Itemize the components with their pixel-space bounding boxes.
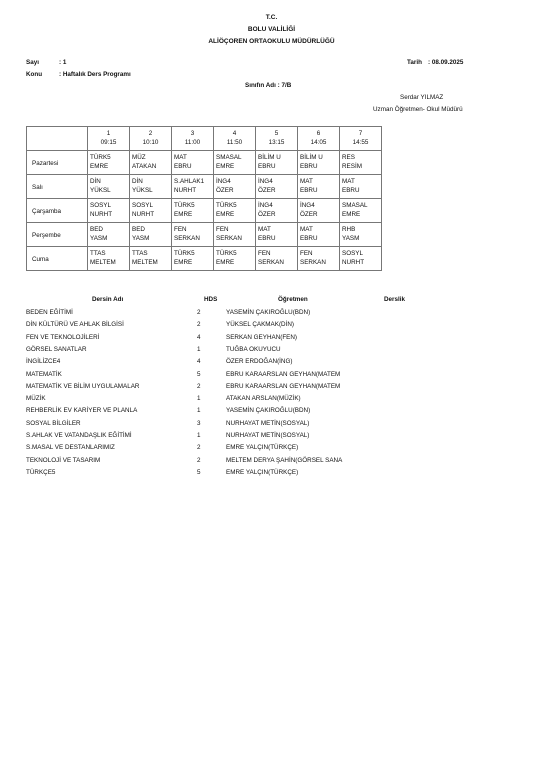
lesson-code: FEN [174,226,187,233]
lesson-code: MAT [300,226,313,233]
course-teacher: EMRE YALÇIN(TÜRKÇE) [226,444,299,452]
lesson-code: MÜZ [132,154,146,161]
course-row [0,444,543,456]
lesson-code: SOSYL [90,202,111,209]
lesson-cell [130,247,172,271]
period-header: 2 10:10 [130,127,172,151]
course-hds: 3 [197,419,201,427]
class-title: Sınıfın Adı : 7/B [245,82,292,89]
course-name: TÜRKÇE5 [26,468,56,476]
lesson-teacher: EBRU [300,163,318,170]
lesson-cell [340,247,382,271]
lesson-teacher: EMRE [174,211,193,218]
header-hds: HDS [204,296,218,303]
lesson-teacher: EMRE [174,259,193,266]
course-name: MATEMATİK [26,370,62,378]
lesson-code: BED [90,226,103,233]
course-hds: 4 [197,358,201,366]
lesson-code: BİLİM U [300,154,323,161]
timetable-row [27,151,382,175]
lesson-teacher: EBRU [174,163,192,170]
header-school: ALİÖÇOREN ORTAOKULU MÜDÜRLÜĞÜ [208,38,335,45]
lesson-code: TÜRK5 [90,154,111,161]
course-hds: 2 [197,382,201,390]
lesson-teacher: MELTEM [132,259,158,266]
course-name: S.AHLAK VE VATANDAŞLIK EĞİTİMİ [26,432,132,439]
header-course-name: Dersin Adı [92,296,124,303]
lesson-code: RES [342,154,355,161]
period-header: 4 11:50 [214,127,256,151]
lesson-teacher: NURHT [90,211,113,218]
course-hds: 4 [197,333,201,341]
course-name: REHBERLİK EV KARİYER VE PLANLA [26,407,138,415]
timetable-row [27,199,382,223]
lesson-code: DİN [132,178,143,185]
lesson-cell [130,175,172,199]
lesson-cell [88,247,130,271]
lesson-teacher: EBRU [258,235,276,242]
timetable-row [27,247,382,271]
lesson-cell [298,151,340,175]
lesson-teacher: ÖZER [300,211,318,218]
course-name: SOSYAL BİLGİLER [26,419,81,427]
day-label: Cuma [27,247,88,271]
lesson-teacher: SERKAN [258,259,284,266]
lesson-code: TTAS [90,250,106,257]
period-header: 5 13:15 [256,127,298,151]
lesson-code: MAT [174,154,187,161]
lesson-cell [340,199,382,223]
course-teacher: SERKAN GEYHAN(FEN) [226,333,298,341]
course-row [0,383,543,395]
lesson-cell [172,199,214,223]
timetable-row [27,223,382,247]
course-teacher: NURHAYAT METİN(SOSYAL) [226,432,310,439]
lesson-teacher: SERKAN [216,235,242,242]
course-hds: 2 [197,309,201,316]
lesson-code: İNG4 [300,202,315,209]
lesson-teacher: SERKAN [174,235,200,242]
course-hds: 1 [197,395,201,403]
course-hds: 1 [197,407,201,415]
period-header: 7 14:55 [340,127,382,151]
course-row [0,395,543,407]
lesson-code: İNG4 [216,178,231,185]
lesson-cell [214,247,256,271]
lesson-code: TÜRK5 [216,250,237,257]
lesson-teacher: EMRE [216,259,235,266]
header-teacher: Öğretmen [278,296,308,303]
signer-title: Uzman Öğretmen- Okul Müdürü [373,106,463,113]
lesson-teacher: EBRU [300,235,318,242]
header-tc: T.C. [265,14,278,21]
course-teacher: NURHAYAT METİN(SOSYAL) [226,419,310,427]
sayi-value: : 1 [59,59,67,66]
lesson-cell [340,151,382,175]
lesson-cell [340,223,382,247]
lesson-teacher: SERKAN [300,259,326,266]
course-row [0,407,543,419]
lesson-cell [256,151,298,175]
lesson-teacher: ATAKAN [132,163,157,170]
course-row [0,321,543,333]
course-teacher: EBRU KARAARSLAN GEYHAN(MATEM [226,370,341,378]
lesson-teacher: EMRE [216,211,235,218]
course-teacher: YÜKSEL ÇAKMAK(DİN) [226,321,294,329]
lesson-cell [130,223,172,247]
course-name: MATEMATİK VE BİLİM UYGULAMALAR [26,382,140,390]
lesson-teacher: EMRE [216,163,235,170]
course-row [0,420,543,432]
lesson-teacher: YÜKSL [132,187,153,194]
lesson-teacher: ÖZER [258,211,276,218]
lesson-cell [172,223,214,247]
lesson-teacher: EBRU [300,187,318,194]
lesson-teacher: RESİM [342,163,362,170]
corner-cell [27,127,88,151]
konu-label: Konu [26,71,43,78]
lesson-cell [214,223,256,247]
lesson-teacher: NURHT [174,187,197,194]
lesson-teacher: YASM [90,235,108,242]
lesson-cell [172,151,214,175]
lesson-teacher: YASM [132,235,150,242]
lesson-code: MAT [258,226,271,233]
course-teacher: YASEMİN ÇAKIROĞLU(BDN) [226,407,311,415]
lesson-cell [298,175,340,199]
course-name: MÜZİK [26,395,46,403]
timetable-row [27,175,382,199]
period-header: 6 14:05 [298,127,340,151]
signer-name: Serdar YILMAZ [400,94,444,101]
course-row [0,371,543,383]
lesson-code: MAT [300,178,313,185]
course-name: GÖRSEL SANATLAR [26,345,87,353]
day-label: Salı [27,175,88,199]
lesson-teacher: NURHT [342,259,365,266]
course-teacher: TUĞBA OKUYUCU [226,345,281,353]
period-header: 1 09:15 [88,127,130,151]
lesson-code: RHB [342,226,356,233]
course-name: S.MASAL VE DESTANLARIMIZ [26,444,115,452]
timetable-header-row [27,127,382,151]
lesson-cell [130,151,172,175]
lesson-teacher: EBRU [258,163,276,170]
course-hds: 1 [197,345,201,353]
tarih-value: : 08.09.2025 [428,59,464,66]
course-row [0,309,543,321]
course-hds: 2 [197,444,201,452]
lesson-cell [172,247,214,271]
course-row [0,358,543,370]
course-hds: 2 [197,321,201,329]
lesson-cell [298,223,340,247]
lesson-code: SMASAL [216,154,242,161]
lesson-cell [88,175,130,199]
lesson-cell [130,199,172,223]
course-row [0,346,543,358]
period-header: 3 11:00 [172,127,214,151]
lesson-teacher: ÖZER [216,187,234,194]
lesson-code: SMASAL [342,202,368,209]
lesson-code: S.AHLAK1 [174,178,205,185]
sayi-label: Sayı [26,59,39,66]
lesson-code: SOSYL [342,250,363,257]
lesson-teacher: EMRE [90,163,109,170]
lesson-code: FEN [258,250,271,257]
lesson-cell [340,175,382,199]
lesson-code: FEN [216,226,229,233]
course-name: DİN KÜLTÜRÜ VE AHLAK BİLGİSİ [26,321,124,329]
lesson-cell [214,199,256,223]
lesson-teacher: NURHT [132,211,155,218]
lesson-teacher: YÜKSL [90,187,111,194]
course-teacher: ATAKAN ARSLAN(MÜZİK) [226,395,301,403]
lesson-code: TÜRK5 [174,250,195,257]
course-hds: 1 [197,432,201,439]
lesson-teacher: EMRE [342,211,361,218]
course-row [0,457,543,469]
course-teacher: EMRE YALÇIN(TÜRKÇE) [226,468,299,476]
course-row [0,334,543,346]
day-label: Perşembe [27,223,88,247]
lesson-cell [256,175,298,199]
lesson-cell [88,199,130,223]
lesson-code: FEN [300,250,313,257]
lesson-code: İNG4 [258,202,273,209]
lesson-cell [256,247,298,271]
day-label: Pazartesi [27,151,88,175]
lesson-cell [88,151,130,175]
lesson-teacher: ÖZER [258,187,276,194]
lesson-code: TÜRK5 [216,202,237,209]
lesson-teacher: EBRU [342,187,360,194]
course-teacher: MELTEM DERYA ŞAHİN(GÖRSEL SANA [226,456,343,464]
course-name: İNGİLİZCE4 [26,358,61,366]
course-name: FEN VE TEKNOLOJİLERİ [26,333,100,341]
course-teacher: EBRU KARAARSLAN GEYHAN(MATEM [226,382,341,390]
course-row [0,469,543,481]
course-name: TEKNOLOJİ VE TASARIM [26,456,101,464]
lesson-code: BİLİM U [258,154,281,161]
lesson-teacher: YASM [342,235,360,242]
lesson-cell [298,199,340,223]
course-hds: 5 [197,468,201,476]
lesson-code: İNG4 [258,178,273,185]
course-row [0,432,543,444]
header-governorship: BOLU VALİLİĞİ [247,26,296,33]
lesson-cell [214,175,256,199]
lesson-cell [214,151,256,175]
lesson-cell [88,223,130,247]
lesson-teacher: MELTEM [90,259,116,266]
lesson-code: SOSYL [132,202,153,209]
timetable [26,126,382,271]
lesson-code: TTAS [132,250,148,257]
course-hds: 5 [197,370,201,378]
lesson-cell [256,223,298,247]
lesson-code: MAT [342,178,355,185]
tarih-label: Tarih [407,59,422,66]
day-label: Çarşamba [27,199,88,223]
course-name: BEDEN EĞİTİMİ [26,309,73,316]
lesson-cell [172,175,214,199]
course-list-header [0,296,543,308]
lesson-cell [256,199,298,223]
header-room: Derslik [384,296,406,303]
course-teacher: YASEMİN ÇAKIROĞLU(BDN) [226,309,311,316]
course-teacher: ÖZER ERDOĞAN(İNG) [226,358,293,366]
konu-value: : Haftalık Ders Programı [59,71,131,78]
course-hds: 2 [197,456,201,464]
lesson-code: DİN [90,178,101,185]
lesson-code: TÜRK5 [174,202,195,209]
lesson-code: BED [132,226,145,233]
lesson-cell [298,247,340,271]
